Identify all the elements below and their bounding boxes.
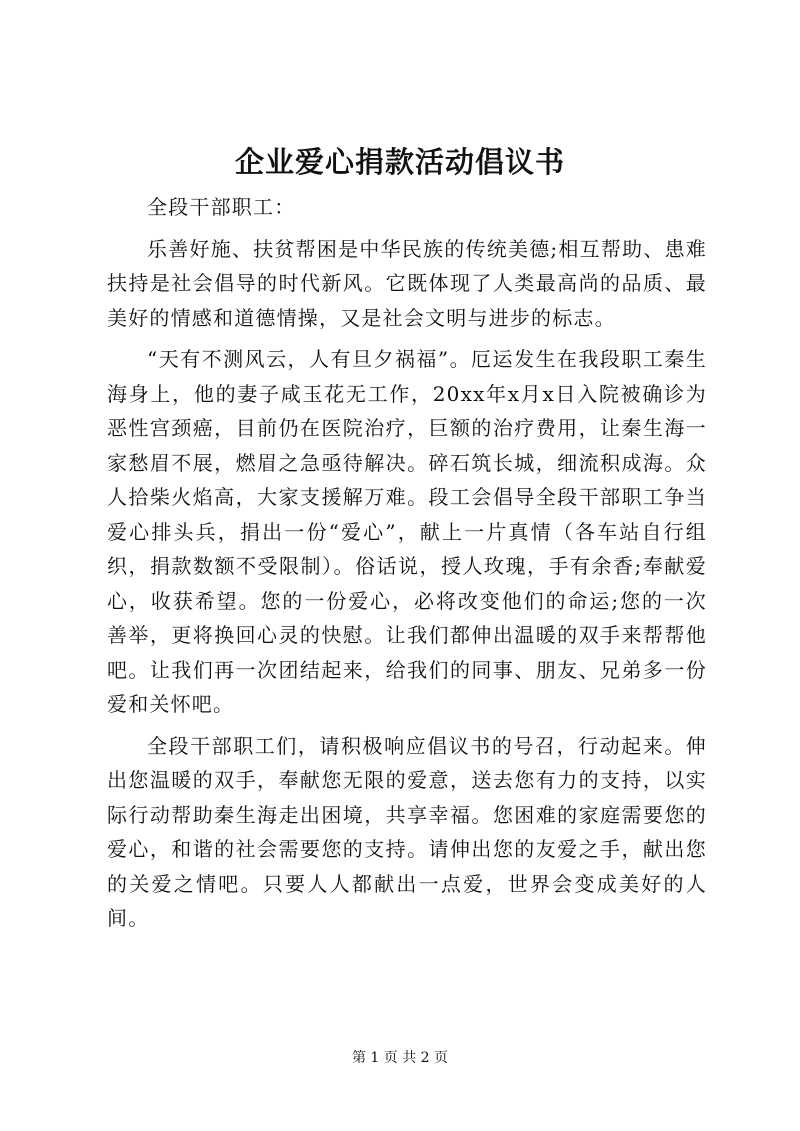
paragraph-1: 乐善好施、扶贫帮困是中华民族的传统美德;相互帮助、患难扶持是社会倡导的时代新风。它既体现了人类最高尚的品质、最美好的情感和道德情操，又是社会文明与进步的标志。: [107, 236, 707, 330]
document-body: [107, 190, 707, 936]
document-title: 企业爱心捐款活动倡议书: [234, 145, 565, 179]
page-indicator: 第 1 页 共 2 页: [351, 1050, 449, 1066]
paragraph-2: “天有不测风云，人有旦夕祸福”。厄运发生在我段职工秦生海身上，他的妻子咸玉花无工作，20xx年x月x日入院被确诊为恶性宫颈癌，目前仍在医院治疗，巨额的治疗费用，让秦生海一家愁眉不展，燃眉之急亟待解决。碎石筑长城，细流积成海。众人拾柴火焰高，大家支援解万难。段工会倡导全段干部职工争当爱心排头兵，捐出一份“爱心”，献上一片真情（各车站自行组织，捐款数额不受限制）。俗话说，授人玫瑰，手有余香;奉献爱心，收获希望。您的一份爱心，必将改变他们的命运;您的一次善举，更将换回心灵的快慰。让我们都伸出温暖的双手来帮帮他吧。让我们再一次团结起来，给我们的同事、朋友、兄弟多一份爱和关怀吧。: [107, 347, 707, 716]
salutation: 全段干部职工：: [147, 195, 296, 219]
page-footer: [0, 1048, 800, 1068]
paragraph-3: 全段干部职工们，请积极响应倡议书的号召，行动起来。伸出您温暖的双手，奉献您无限的爱意，送去您有力的支持，以实际行动帮助秦生海走出困境，共享幸福。您困难的家庭需要您的爱心，和谐的社会需要您的支持。请伸出您的友爱之手，献出您的关爱之情吧。只要人人都献出一点爱，世界会变成美好的人间。: [107, 733, 707, 930]
